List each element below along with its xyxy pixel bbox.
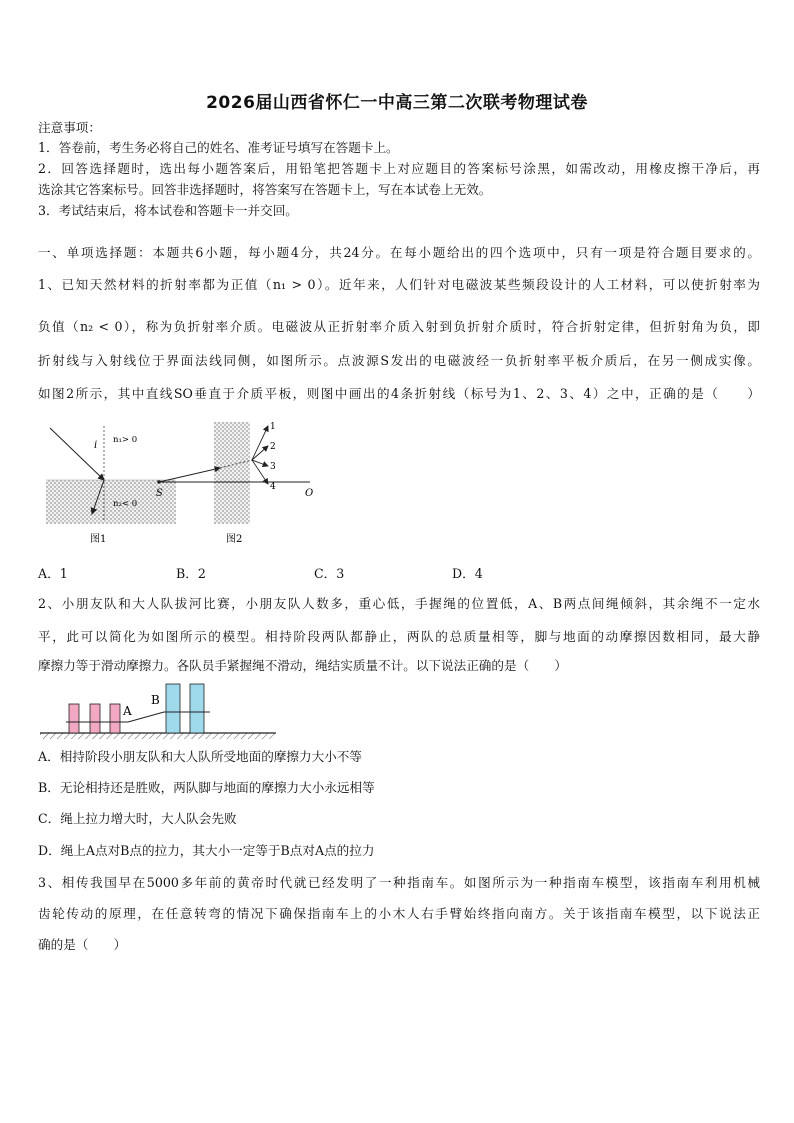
ground-hatch xyxy=(40,733,276,739)
fig2-caption: 图2 xyxy=(226,534,243,545)
q3-line-3: 确的是（ ） xyxy=(38,937,127,952)
rope-inclined xyxy=(128,712,164,722)
negative-medium-block xyxy=(46,480,176,524)
q2-line-3: 摩擦力等于滑动摩擦力。各队员手紧握绳不滑动，绳结实质量不计。以下说法正确的是（ ） xyxy=(38,658,567,673)
q1-line-3: 折射线与入射线位于界面法线同侧，如图所示。点波源S发出的电磁波经一负折射率平板介质后，在另一侧成实像。 xyxy=(38,353,760,368)
q1-line-1: 1、已知天然材料的折射率都为正值（n₁ > 0）。近年来，人们针对电磁波某些频段设计的人工材料，可以使折射率为 xyxy=(38,277,760,292)
q3-line-2: 齿轮传动的原理，在任意转弯的情况下确保指南车上的小木人右手臂始终指向南方。关于该指南车模型，以下说法正 xyxy=(38,906,760,921)
ray-label-4: 4 xyxy=(270,482,276,492)
label-a: A xyxy=(123,704,132,718)
adult-block-1 xyxy=(166,684,180,733)
ray-1 xyxy=(252,426,268,460)
q1-option-b[interactable]: B．2 xyxy=(176,566,206,581)
notice-item-3: 3．考试结束后，将本试卷和答题卡一并交回。 xyxy=(38,203,298,218)
child-block-2 xyxy=(90,704,100,733)
q2-option-c[interactable]: C．绳上拉力增大时，大人队会先败 xyxy=(38,811,237,826)
q3-line-1: 3、相传我国早在5000多年前的黄帝时代就已经发明了一种指南车。如图所示为一种指南车模型，该指南车利用机械 xyxy=(38,875,760,890)
q2-option-b[interactable]: B．无论相持还是胜败，两队脚与地面的摩擦力大小永远相等 xyxy=(38,780,375,795)
label-o: O xyxy=(305,488,314,499)
label-n2: n₂< 0 xyxy=(113,499,138,509)
q2-line-1: 2、小朋友队和大人队拔河比赛，小朋友队人数多，重心低，手握绳的位置低，A、B两点间绳倾斜，其余绳不一定水 xyxy=(38,596,760,611)
q1-figures xyxy=(38,418,328,548)
q2-option-d[interactable]: D．绳上A点对B点的拉力，其大小一定等于B点对A点的拉力 xyxy=(38,843,375,858)
incident-ray xyxy=(50,428,104,480)
incident-ray xyxy=(159,468,220,482)
figure-2 xyxy=(156,422,313,545)
ray-label-2: 2 xyxy=(270,442,276,452)
q1-line-2: 负值（n₂ < 0），称为负折射率介质。电磁波从正折射率介质入射到负折射介质时，符合折射定律，但折射角为负，即 xyxy=(38,319,760,334)
ray-4 xyxy=(252,460,268,484)
adult-block-2 xyxy=(190,684,204,733)
notice-item-1: 1．答卷前，考生务必将自己的姓名、准考证号填写在答题卡上。 xyxy=(38,140,399,155)
label-i: i xyxy=(94,440,98,451)
label-b: B xyxy=(151,693,160,707)
section-heading: 一、单项选择题：本题共6小题，每小题4分，共24分。在每小题给出的四个选项中，只有一项是符合题目要求的。 xyxy=(38,245,760,260)
q1-line-4: 如图2所示，其中直线SO垂直于介质平板，则图中画出的4条折射线（标号为1、2、3、4）之中，正确的是（ ） xyxy=(38,386,760,401)
ray-label-1: 1 xyxy=(270,422,276,432)
q2-tug-of-war-figure xyxy=(38,680,278,742)
q1-option-a[interactable]: A．1 xyxy=(38,566,68,581)
ray-2 xyxy=(252,446,268,460)
notice-heading: 注意事项： xyxy=(38,120,101,135)
page-title: 2026届山西省怀仁一中高三第二次联考物理试卷 xyxy=(206,93,588,113)
q1-option-d[interactable]: D．4 xyxy=(452,566,483,581)
label-s: S xyxy=(156,488,163,499)
negative-slab xyxy=(214,422,250,524)
q2-option-a[interactable]: A．相持阶段小朋友队和大人队所受地面的摩擦力大小不等 xyxy=(38,749,362,764)
label-n1: n₁> 0 xyxy=(113,435,138,445)
child-block-3 xyxy=(110,704,120,733)
notice-item-2-cont: 选涂其它答案标号。回答非选择题时，将答案写在答题卡上，写在本试卷上无效。 xyxy=(38,182,492,197)
figure-1 xyxy=(46,426,176,545)
ray-label-3: 3 xyxy=(270,462,276,472)
fig1-caption: 图1 xyxy=(90,534,107,545)
notice-item-2: 2．回答选择题时，选出每小题答案后，用铅笔把答题卡上对应题目的答案标号涂黑，如需改动，用橡皮擦干净后，再 xyxy=(38,161,760,176)
q1-option-c[interactable]: C．3 xyxy=(314,566,345,581)
child-block-1 xyxy=(69,704,79,733)
q2-line-2: 平，此可以简化为如图所示的模型。相持阶段两队都静止，两队的总质量相等，脚与地面的动摩擦因数相同，最大静 xyxy=(38,629,760,644)
